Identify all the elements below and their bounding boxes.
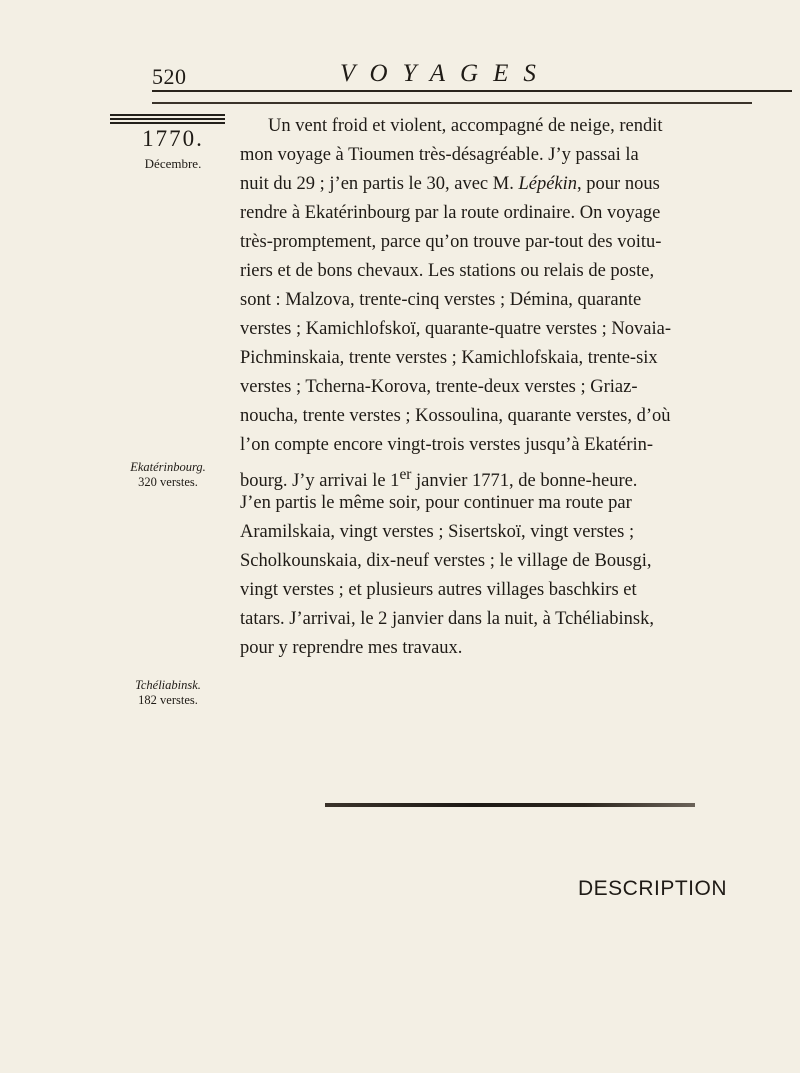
person-name: Lépékin	[518, 174, 578, 194]
margin-year: 1770.	[142, 126, 204, 151]
text-line-part: janvier 1771, de bonne-heure.	[411, 471, 638, 492]
text-line: sont : Malzova, trente-cinq verstes ; Démina, quarante	[240, 290, 642, 310]
text-line	[240, 460, 800, 492]
text-line: vingt verstes ; et plusieurs autres villages baschkirs et	[240, 580, 637, 600]
margin-note-distance: 182 verstes.	[138, 693, 198, 707]
margin-note-place: Ekatérinbourg.	[130, 460, 206, 474]
header-rule-top	[152, 90, 792, 92]
text-line-part: , pour nous	[577, 174, 660, 194]
text-line	[240, 170, 800, 199]
text-line: pour y reprendre mes travaux.	[240, 638, 463, 658]
margin-month: Décembre.	[144, 156, 202, 171]
margin-note-ekaterinbourg	[98, 460, 238, 490]
margin-rule	[110, 114, 225, 124]
section-end-rule	[325, 803, 695, 807]
page-number: 520	[152, 64, 187, 89]
text-line-part: bourg. J’y arrivai le 1	[240, 471, 400, 492]
text-line: Scholkounskaia, dix-neuf verstes ; le village de Bousgi,	[240, 551, 652, 571]
text-line-part: nuit du 29 ; j’en partis le 30, avec M.	[240, 174, 519, 194]
text-line: riers et de bons chevaux. Les stations ou relais de poste,	[240, 261, 655, 281]
text-line: J’en partis le même soir, pour continuer ma route par	[240, 493, 632, 513]
margin-note-tcheliabinsk	[98, 678, 238, 708]
margin-note-place: Tchéliabinsk.	[135, 678, 201, 692]
text-line: tatars. J’arrivai, le 2 janvier dans la nuit, à Tchéliabinsk,	[240, 609, 654, 629]
text-line: Un vent froid et violent, accompagné de neige, rendit	[268, 116, 663, 136]
catchword: DESCRIPTION	[578, 877, 728, 900]
text-line: verstes ; Tcherna-Korova, trente-deux verstes ; Griaz-	[240, 377, 638, 397]
ordinal-superscript: er	[399, 466, 412, 483]
text-line: rendre à Ekatérinbourg par la route ordinaire. On voyage	[240, 203, 661, 223]
body-text	[240, 112, 800, 663]
header-rule-bottom	[152, 102, 752, 104]
text-line: très-promptement, parce qu’on trouve par-tout des voitu-	[240, 232, 662, 252]
text-line: mon voyage à Tioumen très-désagréable. J’y passai la	[240, 145, 639, 165]
margin-note-distance: 320 verstes.	[138, 475, 198, 489]
text-line: Pichminskaia, trente verstes ; Kamichlofskaia, trente-six	[240, 348, 658, 368]
running-title: VOYAGES	[340, 60, 551, 87]
text-line: noucha, trente verstes ; Kossoulina, quarante verstes, d’où	[240, 406, 671, 426]
text-line: Aramilskaia, vingt verstes ; Sisertskoï, vingt verstes ;	[240, 522, 635, 542]
text-line: verstes ; Kamichlofskoï, quarante-quatre verstes ; Novaia-	[240, 319, 672, 339]
text-line: l’on compte encore vingt-trois verstes jusqu’à Ekatérin-	[240, 435, 654, 455]
